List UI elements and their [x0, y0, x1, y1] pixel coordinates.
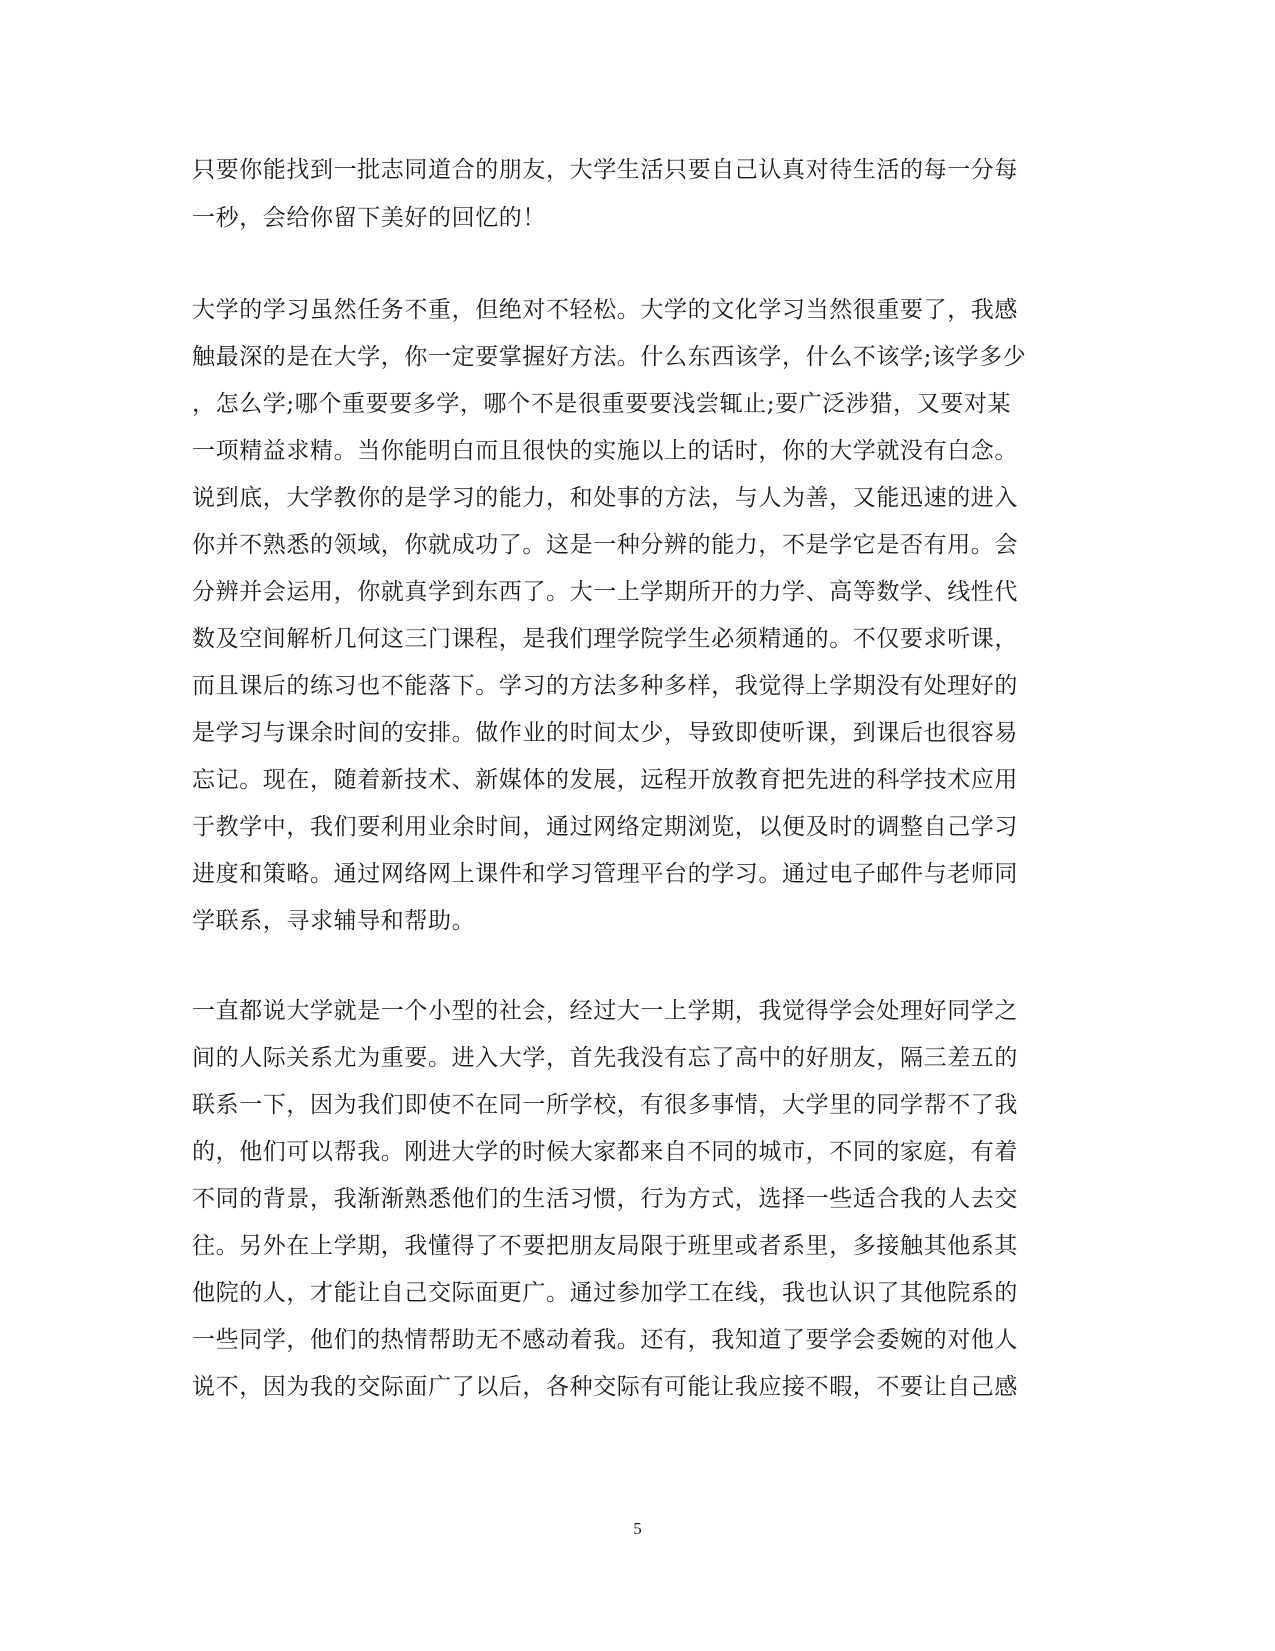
text-line: 联系一下，因为我们即使不在同一所学校，有很多事情，大学里的同学帮不了我	[192, 1092, 1018, 1118]
text-line: 一直都说大学就是一个小型的社会，经过大一上学期，我觉得学会处理好同学之	[192, 998, 1018, 1024]
text-line: 往。另外在上学期，我懂得了不要把朋友局限于班里或者系里，多接触其他系其	[192, 1233, 1018, 1259]
text-line: 触最深的是在大学，你一定要掌握好方法。什么东西该学，什么不该学;该学多少	[192, 344, 1027, 370]
text-line: 间的人际关系尤为重要。进入大学，首先我没有忘了高中的好朋友，隔三差五的	[192, 1045, 1018, 1071]
text-line: 一项精益求精。当你能明白而且很快的实施以上的话时，你的大学就没有白念。	[192, 438, 1018, 464]
text-line: 而且课后的练习也不能落下。学习的方法多种多样，我觉得上学期没有处理好的	[192, 673, 1018, 699]
text-line: 分辨并会运用，你就真学到东西了。大一上学期所开的力学、高等数学、线性代	[192, 579, 1018, 605]
text-line: 进度和策略。通过网络网上课件和学习管理平台的学习。通过电子邮件与老师同	[192, 861, 1018, 887]
text-line: 一秒，会给你留下美好的回忆的！	[192, 205, 546, 231]
text-line: 忘记。现在，随着新技术、新媒体的发展，远程开放教育把先进的科学技术应用	[192, 767, 1018, 793]
text-line: 不同的背景，我渐渐熟悉他们的生活习惯，行为方式，选择一些适合我的人去交	[192, 1186, 1018, 1212]
text-line: 说不，因为我的交际面广了以后，各种交际有可能让我应接不暇，不要让自己感	[192, 1374, 1018, 1400]
text-line: 学联系，寻求辅导和帮助。	[192, 908, 476, 934]
text-line: 他院的人，才能让自己交际面更广。通过参加学工在线，我也认识了其他院系的	[192, 1280, 1018, 1306]
text-line: 的，他们可以帮我。刚进大学的时候大家都来自不同的城市，不同的家庭，有着	[192, 1139, 1018, 1165]
text-line: ，怎么学;哪个重要要多学，哪个不是很重要要浅尝辄止;要广泛涉猎，又要对某	[192, 391, 1012, 417]
text-line: 一些同学，他们的热情帮助无不感动着我。还有，我知道了要学会委婉的对他人	[192, 1327, 1018, 1353]
text-line: 数及空间解析几何这三门课程，是我们理学院学生必须精通的。不仅要求听课，	[192, 626, 1018, 652]
page-number: 5	[633, 1519, 642, 1538]
text-line: 大学的学习虽然任务不重，但绝对不轻松。大学的文化学习当然很重要了，我感	[192, 297, 1018, 323]
text-line: 是学习与课余时间的安排。做作业的时间太少，导致即使听课，到课后也很容易	[192, 720, 1018, 746]
text-line: 只要你能找到一批志同道合的朋友，大学生活只要自己认真对待生活的每一分每	[192, 157, 1018, 183]
text-line: 你并不熟悉的领域，你就成功了。这是一种分辨的能力，不是学它是否有用。会	[192, 532, 1018, 558]
text-line: 于教学中，我们要利用业余时间，通过网络定期浏览，以便及时的调整自己学习	[192, 814, 1018, 840]
text-line: 说到底，大学教你的是学习的能力，和处事的方法，与人为善，又能迅速的进入	[192, 485, 1018, 511]
